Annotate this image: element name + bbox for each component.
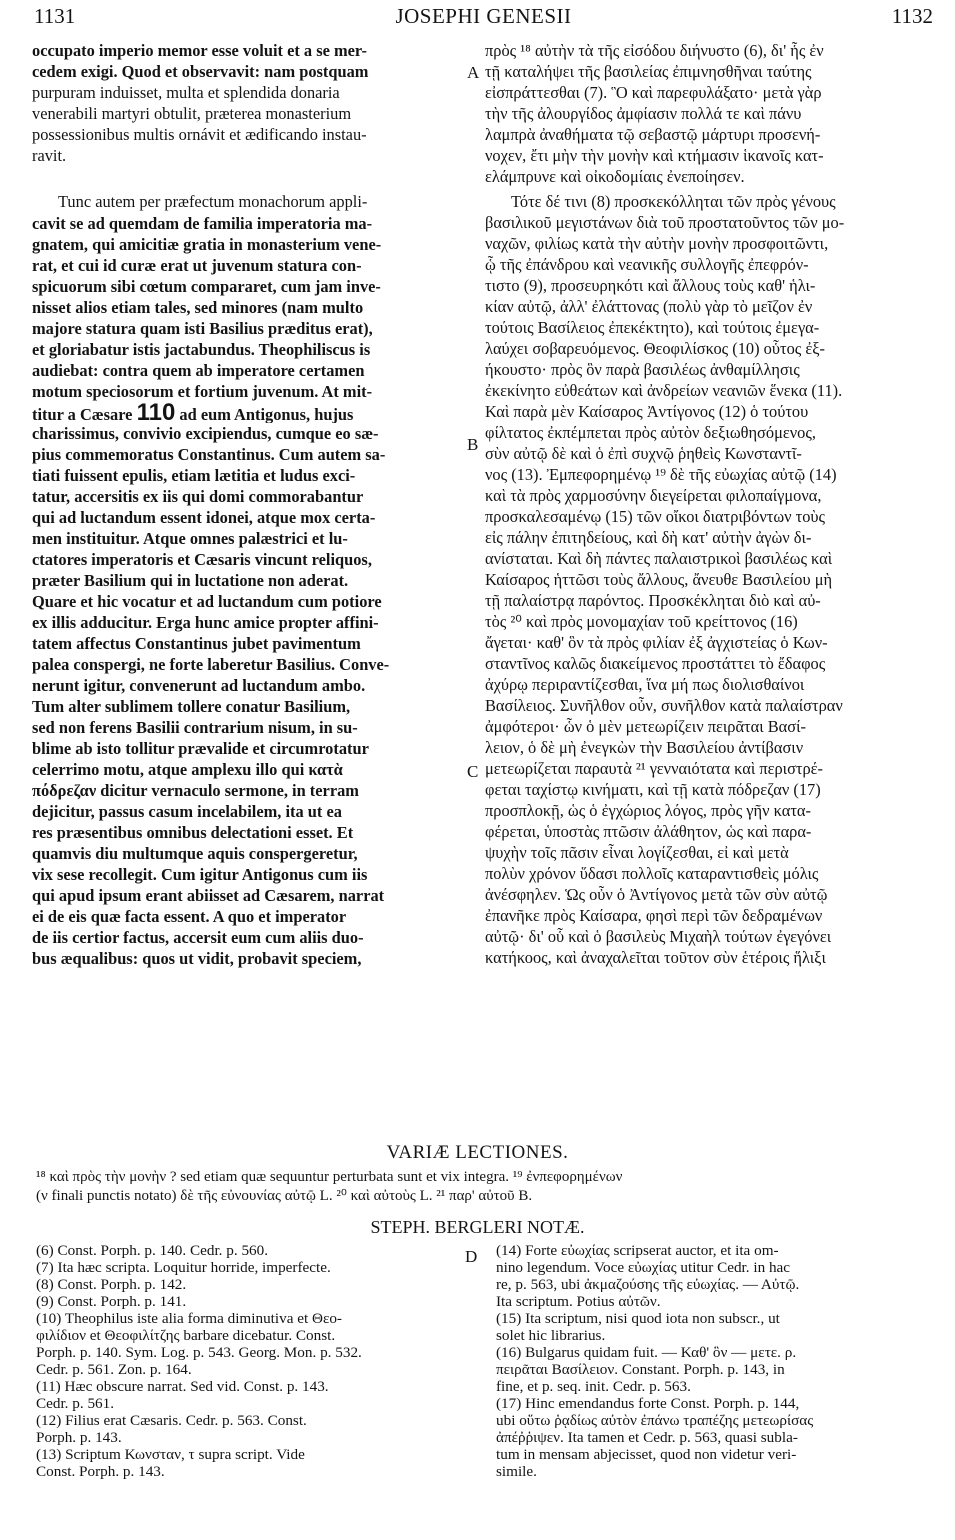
greek-line: ψυχὴν τοῖς πᾶσιν εἶναι λογίζεσθαι, εἰ καὶ μετὰ [485, 843, 789, 862]
latin-line: qui ad luctandum essent idonei, atque mox certa- [32, 508, 376, 527]
greek-line: ἀνέσφηλεν. Ὡς οὖν ὁ Ἀντίγονος μετὰ τῶν σὺν αὐτῷ [485, 885, 828, 904]
greek-line: φίλτατος ἐκπέμπεται πρὸς αὐτὸν δεξιωθησόμενος, [485, 423, 816, 442]
note-line: Cedr. p. 561. [36, 1395, 115, 1412]
greek-line: τὸς ²⁰ καὶ πρὸς μονομαχίαν τοῦ κρείττονος (16) [485, 612, 798, 631]
latin-line: gnatem, qui amicitiæ gratia in monasterium vene- [32, 235, 382, 254]
variant-line: ¹⁸ καὶ πρὸς τὴν μονὴν ? sed etiam quæ sequuntur perturbata sunt et vix integra. ¹⁹ ἐνπεφορημένων [36, 1169, 623, 1185]
note-line: nino legendum. Voce εὐωχίας utitur Cedr. in hac [496, 1259, 791, 1276]
latin-line: res præsentibus omnibus delectationi esset. Et [32, 823, 354, 842]
greek-line: πολὺν χρόνον ὕδασι πολλοῖς καταραντισθεὶς μόλις [485, 864, 819, 883]
latin-line: pius commemoratus Constantinus. Cum autem sa- [32, 445, 386, 464]
greek-line: τιστο (9), προσευρηκότι καὶ ἄλλους τοὺς καθ' ἡλι- [485, 276, 816, 295]
greek-line: κατήκοος, καὶ ἀναχαλεῖται τοῦτον σὺν ἑτέροις ἥλιξι [485, 948, 826, 967]
note-line: (15) Ita scriptum, nisi quod iota non subscr., ut [496, 1310, 780, 1327]
greek-line: λειον, ὁ δὲ μὴ ἐνεγκὼν τὴν Βασιλείου ἀντίβασιν [485, 738, 804, 757]
greek-line: εἰσπράττεσθαι (7). Ὃ καὶ παρεφυλάξατο· μετὰ γὰρ [485, 83, 822, 102]
note-line: (14) Forte εὐωχίας scripserat auctor, et ita om- [496, 1242, 779, 1259]
latin-line: nisset alios etiam tales, sed minores (nam multo [32, 298, 364, 317]
latin-column [32, 40, 460, 969]
latin-text: titur a Cæsare [32, 405, 133, 423]
latin-line: qui apud ipsum erant abiisset ad Cæsarem, narrat [32, 886, 385, 905]
note-line: Porph. p. 140. Sym. Log. p. 543. Georg. Mon. p. 532. [36, 1344, 362, 1361]
notes-heading: STEPH. BERGLERI NOTÆ. [370, 1217, 585, 1237]
latin-line: motum speciosorum et fortium juvenum. At mit- [32, 382, 373, 401]
latin-line: tiati fuissent epulis, etiam lætitia et ludus exci- [32, 466, 356, 485]
note-line: simile. [496, 1463, 537, 1480]
note-line: fine, et p. seq. init. Cedr. p. 563. [496, 1378, 691, 1395]
latin-line: charissimus, convivio excipiendus, cumque eo sæ- [32, 424, 379, 443]
greek-line: προσκαλεσαμένῳ (15) τῶν οἴκοι διατριβόντων τοὺς [485, 507, 826, 526]
latin-line: præter Basilium qui in luctatione non aderat. [32, 571, 349, 590]
section-marker-b: B [467, 435, 479, 454]
section-marker-a: A [467, 63, 480, 82]
greek-line: φέρεται, ὑποστὰς πτῶσιν ἀλάθητον, ὡς καὶ παρα- [485, 822, 812, 841]
greek-line: φεται ταχίστῳ κινήματι, καὶ τῇ κατὰ πόδρεζαν (17) [485, 780, 821, 799]
variant-line: (ν finali punctis notato) δὲ τῆς εὐνουνίας αὐτῷ L. ²⁰ καὶ αὐτοὺς L. ²¹ παρ' αὐτοῦ B. [36, 1188, 533, 1204]
latin-line: nerunt igitur, convenerunt ad luctandum ambo. [32, 676, 366, 695]
greek-line: ναχῶν, φιλίως κατὰ τὴν αὐτὴν μονὴν προσφοιτῶντι, [485, 234, 829, 253]
greek-line: ελάμπρυνε καὶ οἰκοδομίαις ἐνεποίησεν. [485, 167, 745, 186]
greek-line: τῇ καταλήψει τῆς βασιλείας ἐπιμνησθῆναι ταύτης [485, 62, 812, 81]
greek-paragraph-start: Τότε δέ τινι (8) προσκεκόλληται τῶν πρὸς γένους [511, 192, 836, 211]
greek-line: ἄγεται· καθ' ὃν τὰ πρὸς φιλίαν ἐξ ἀγχιστείας ὁ Κων- [485, 633, 828, 652]
latin-line: celerrimo motu, atque amplexu illo qui κατὰ [32, 760, 343, 779]
greek-line: ἐκεκίνητο εὐθεάτων καὶ ἀνδρείων νεανιῶν ἕνεκα (11). [485, 381, 843, 400]
greek-line: τούτοις Βασίλειος ἐπεκέκτητο), καὶ τούτοις ἐμεγα- [485, 318, 820, 337]
latin-line: tatur, accersitis ex iis qui domi commorabantur [32, 487, 364, 506]
note-line: Porph. p. 143. [36, 1429, 122, 1446]
greek-line: Βασίλειος. Συνῆλθον οὖν, συνῆλθον κατὰ παλαίστραν [485, 696, 843, 715]
latin-line: de iis certior factus, accersit eum cum aliis duo- [32, 928, 364, 947]
greek-line: ἐπανῆκε πρὸς Καίσαρα, φησὶ περὶ τῶν δεδραμένων [485, 906, 823, 925]
greek-line: νοχεν, ἔτι μὴν τὴν μονὴν καὶ κτήμασιν ἱκανοῖς κατ- [485, 146, 824, 165]
latin-line: venerabili martyri obtulit, præterea monasterium [32, 104, 352, 123]
note-line: φιλίδιον et Θεοφιλίτζης barbare dicebatur. Const. [36, 1327, 336, 1344]
greek-line: Καὶ παρὰ μὲν Καίσαρος Ἀντίγονος (12) ὁ τούτου [485, 402, 809, 421]
greek-line: ᾧ τῆς ἐπάνδρου καὶ νεανικῆς συλλογῆς ἐπεφρόν- [485, 255, 809, 274]
note-line: tum in mensam abjecisset, quod non videtur veri- [496, 1446, 797, 1463]
note-line: solet hic librarius. [496, 1327, 606, 1344]
latin-line: bus æqualibus: quos ut vidit, probavit speciem, [32, 949, 362, 968]
margin-folio-number: 110 [136, 402, 176, 423]
note-line: (17) Hinc emendandus forte Const. Porph. p. 144, [496, 1395, 800, 1412]
greek-line: προσπλοκῇ, ὡς ὁ ἐγχώριος λόγος, πρὸς γῆν κατα- [485, 801, 811, 820]
latin-line: et gloriabatur istis jactabundus. Theophiliscus is [32, 340, 371, 359]
latin-line [32, 402, 460, 423]
greek-line: μετεωρίζεται παραυτὰ ²¹ γενναιότατα καὶ περιστρέ- [485, 759, 824, 778]
latin-line: majore statura quam isti Basilius præditus erat), [32, 319, 373, 338]
latin-line: spicuorum sibi cœtum compararet, cum jam inve- [32, 277, 381, 296]
greek-line: αὐτῷ· δι' οὗ καὶ ὁ βασιλεὺς Μιχαὴλ τούτων ἐγεγόνει [485, 927, 832, 946]
greek-line: Καίσαρος ἡττῶσι τοὺς ἄλλους, ἄνευθε Βασιλείου μὴ [485, 570, 833, 589]
note-line: (9) Const. Porph. p. 141. [36, 1293, 187, 1310]
notes-left-column [36, 1242, 456, 1480]
latin-line: cedem exigi. Quod et observavit: nam postquam [32, 62, 369, 81]
latin-line: sed non ferens Basilii contrarium nisum, in su- [32, 718, 358, 737]
greek-line: ανίσταται. Καὶ δὴ πάντες παλαιστρικοὶ βασιλέως καὶ [485, 549, 833, 568]
note-line: (12) Filius erat Cæsaris. Cedr. p. 563. Const. [36, 1412, 307, 1429]
section-marker-c: C [467, 762, 479, 781]
page-header [34, 4, 933, 32]
latin-line: occupato imperio memor esse voluit et a se mer- [32, 41, 367, 60]
latin-line: possessionibus multis ornávit et ædificando instau- [32, 125, 367, 144]
left-page-number: 1131 [34, 4, 76, 28]
note-line: (8) Const. Porph. p. 142. [36, 1276, 187, 1293]
variae-lectiones [36, 1168, 916, 1206]
greek-line: πρὸς ¹⁸ αὐτὴν τὰ τῆς εἰσόδου διήνυστο (6), δι' ἧς ἐν [485, 41, 824, 60]
greek-line: βασιλικοῦ μεγιστάνων διὰ τοῦ προστατοῦντος τῶν μο- [485, 213, 845, 232]
greek-line: κίαν αὐτῷ, ἀλλ' ἐλάττονας (πολὺ γὰρ τὸ μεῖζον ἐν [485, 297, 813, 316]
greek-column [485, 40, 933, 989]
latin-line: blime ab isto tollitur prævalide et circumrotatur [32, 739, 369, 758]
latin-line: dejicitur, passus casum incelabilem, ita ut ea [32, 802, 342, 821]
latin-line: ei de eis quæ facta essent. A quo et imperator [32, 907, 347, 926]
note-line: (7) Ita hæc scripta. Loquitur horride, imperfecte. [36, 1259, 331, 1276]
note-line: (6) Const. Porph. p. 140. Cedr. p. 560. [36, 1242, 269, 1259]
latin-line: πόδρεζαν dicitur vernaculo sermone, in terram [32, 781, 359, 800]
running-title: JOSEPHI GENESII [395, 4, 572, 28]
latin-line: palea conspergi, ne forte laberetur Basilius. Conve- [32, 655, 390, 674]
latin-line: ravit. [32, 146, 67, 165]
latin-line: audiebat: contra quem ab imperatore certamen [32, 361, 365, 380]
greek-line: τὴν τῆς ἀλουργίδος ἀμφίασιν πολλά τε καὶ πάνυ [485, 104, 802, 123]
greek-line: ἀμφότεροι· ὧν ὁ μὲν μετεωρίζειν πειρᾶται Βασί- [485, 717, 806, 736]
greek-line: σὺν αὐτῷ δὲ καὶ ὁ ἐπὶ συχνῷ ῥηθεὶς Κωνσταντῖ- [485, 444, 802, 463]
latin-text: ad eum Antigonus, hujus [179, 405, 354, 423]
latin-line: ex illis adducitur. Erga hunc amice propter affini- [32, 613, 379, 632]
latin-line: ctatores imperatoris et Cæsaris vincunt reliquos, [32, 550, 372, 569]
note-line: ubi οὕτω ῥᾳδίως αὐτὸν ἐπάνω τραπέζης μετεωρίσας [496, 1412, 814, 1429]
note-line: Ita scriptum. Potius αὐτῶν. [496, 1293, 661, 1310]
greek-line: λαμπρὰ ἀναθήματα τῷ σεβαστῷ μάρτυρι προσενή- [485, 125, 821, 144]
latin-line: cavit se ad quemdam de familia imperatoria ma- [32, 214, 373, 233]
latin-line: tatem affectus Constantinus jubet pavimentum [32, 634, 361, 653]
notes-right-column [496, 1242, 926, 1480]
note-line: re, p. 563, ubi ἀκμαζούσης τῆς εὐωχίας. — Αὐτῷ. [496, 1276, 800, 1293]
note-line: (10) Theophilus iste alia forma diminutiva et Θεο- [36, 1310, 342, 1327]
greek-line: νος (13). Ἐμπεφορημένῳ ¹⁹ δὲ τῆς εὐωχίας αὐτῷ (14) [485, 465, 837, 484]
latin-line: vix sese recollegit. Cum igitur Antigonus cum iis [32, 865, 368, 884]
greek-line: σταντῖνος καλῶς διακείμενος προστάττει τὸ ἔδαφος [485, 654, 826, 673]
greek-line: ήκουστο· πρὸς ὃν παρὰ βασιλέως ἀνθαμίλλησις [485, 360, 800, 379]
latin-line: quamvis diu multumque aquis conspergeretur, [32, 844, 358, 863]
note-line: πειρᾶται Βασίλειον. Constant. Porph. p. 143, in [496, 1361, 785, 1378]
greek-line: καὶ τὰ πρὸς χαρμοσύνην διεγείρεται φιλοπαίγμονα, [485, 486, 822, 505]
greek-line: εἰς πάλην ἐπιτηδείους, καὶ δὴ κατ' αὐτὴν ἀγὼν δι- [485, 528, 812, 547]
latin-line: Tum alter sublimem tollere conatur Basilium, [32, 697, 351, 716]
note-line: (13) Scriptum Κωνσταν, τ supra script. Vide [36, 1446, 305, 1463]
note-line: (11) Hæc obscure narrat. Sed vid. Const. p. 143. [36, 1378, 329, 1395]
greek-line [485, 968, 933, 989]
greek-line: λαύχει σοβαρευόμενος. Θεοφιλίσκος (10) οὗτος ἐξ- [485, 339, 826, 358]
section-marker-d: D [465, 1247, 478, 1266]
latin-line: men instituitur. Atque omnes palæstrici et lu- [32, 529, 348, 548]
greek-line: ἀχύρῳ περιραντίζεσθαι, ἵνα μή πως διολισθαίνοι [485, 675, 805, 694]
note-line: Cedr. p. 561. Zon. p. 164. [36, 1361, 192, 1378]
greek-line: τῇ παλαίστρᾳ παρόντος. Προσκέκληται διὸ καὶ αὐ- [485, 591, 821, 610]
variae-lectiones-heading: VARIÆ LECTIONES. [386, 1142, 569, 1163]
note-line: ἀπέῤῥιψεν. Ita tamen et Cedr. p. 563, quasi subla- [496, 1429, 798, 1446]
latin-line: purpuram induisset, multa et splendida donaria [32, 83, 340, 102]
latin-line: rat, et cui id curæ erat ut juvenum statura con- [32, 256, 362, 275]
note-line: (16) Bulgarus quidam fuit. — Καθ' ὃν — μετε. ρ. [496, 1344, 797, 1361]
latin-paragraph-start: Tunc autem per præfectum monachorum appli- [58, 192, 368, 211]
latin-line: Quare et hic vocatur et ad luctandum cum potiore [32, 592, 382, 611]
right-page-number: 1132 [891, 4, 933, 28]
note-line: Const. Porph. p. 143. [36, 1463, 165, 1480]
